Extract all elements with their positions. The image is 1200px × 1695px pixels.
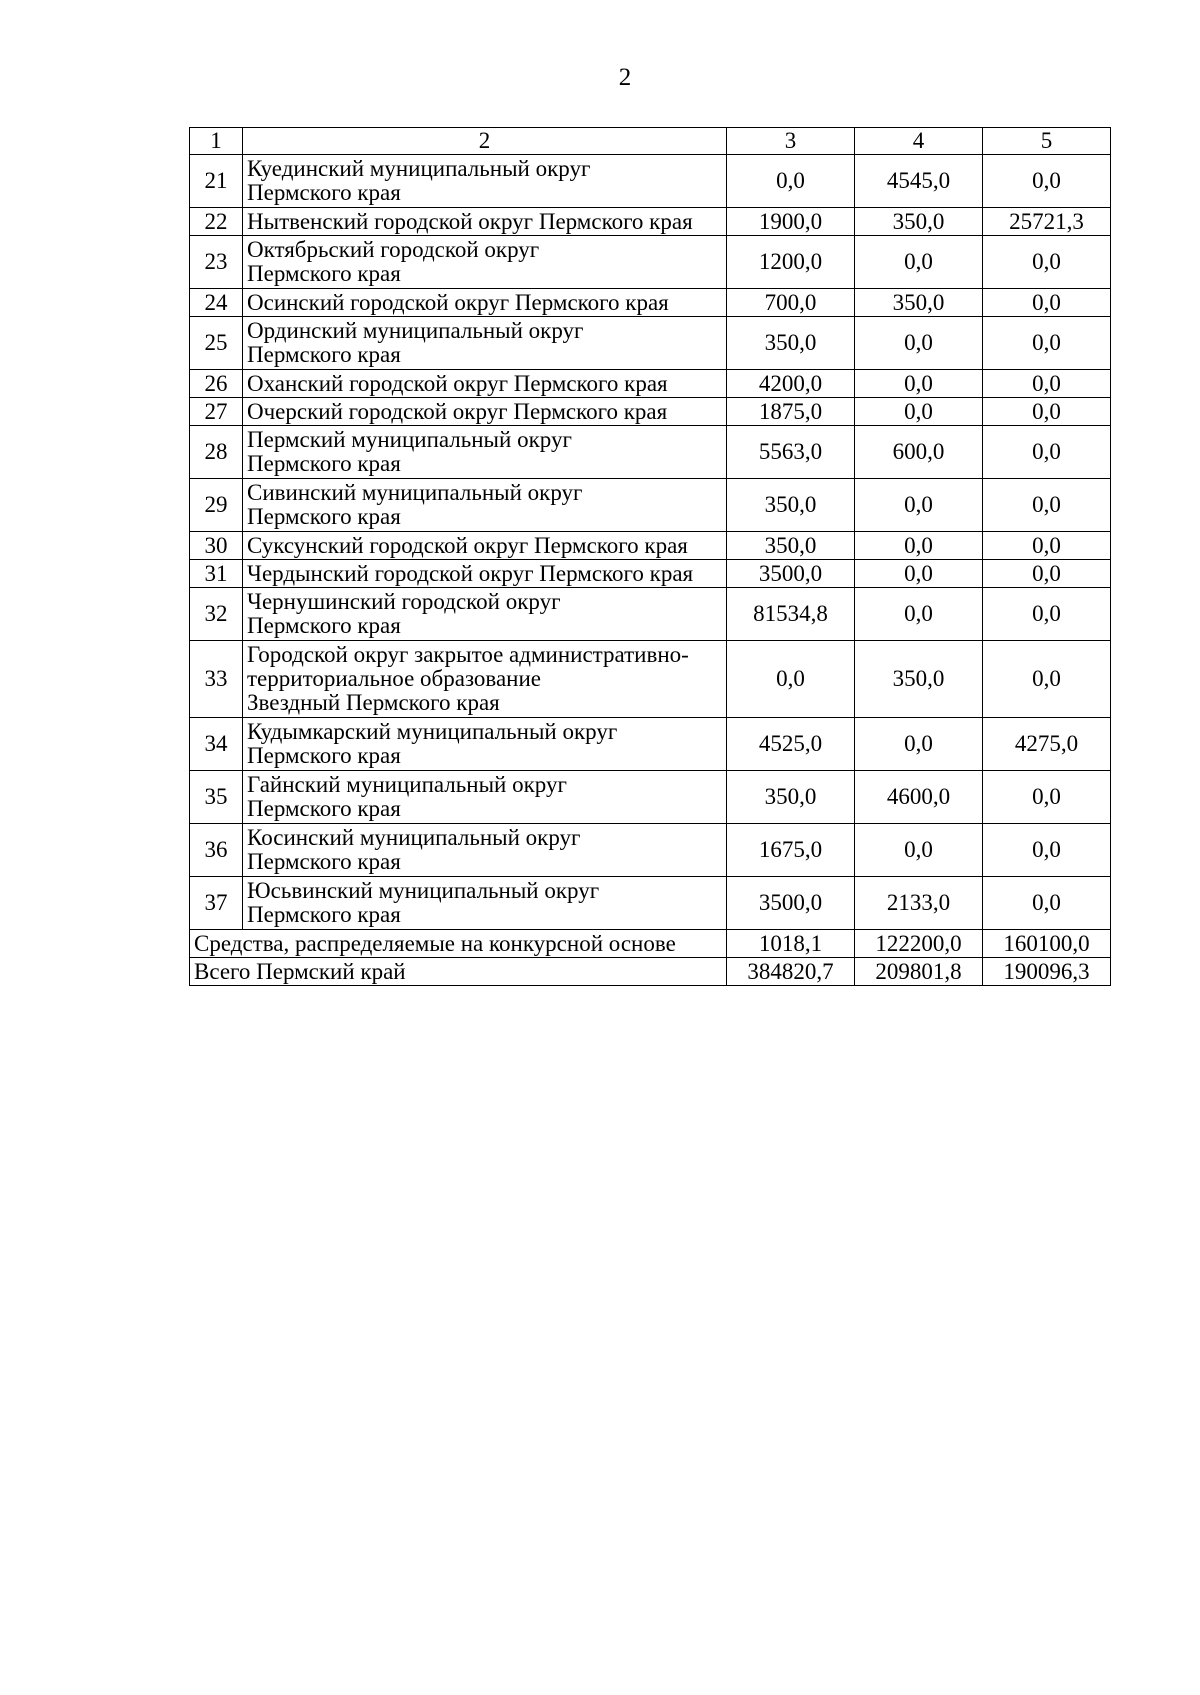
municipality-name (243, 317, 727, 370)
total-value-c4: 209801,8 (855, 958, 983, 986)
municipality-name-line: Ординский муниципальный округ (247, 318, 584, 343)
municipality-name (243, 532, 727, 560)
value-cell-c4: 0,0 (855, 317, 983, 370)
value-cell-c4: 350,0 (855, 208, 983, 236)
table-row (190, 877, 1111, 930)
municipality-name-line: Куединский муниципальный округ (247, 156, 591, 181)
value-cell-c5: 0,0 (983, 532, 1111, 560)
value-cell-c5: 0,0 (983, 641, 1111, 718)
value-cell-c4: 0,0 (855, 479, 983, 532)
value-cell-c3: 0,0 (727, 641, 855, 718)
municipality-name (243, 370, 727, 398)
value-cell-c5: 0,0 (983, 155, 1111, 208)
municipality-name (243, 208, 727, 236)
row-number: 36 (190, 824, 243, 877)
municipality-name (243, 560, 727, 588)
value-cell-c5: 0,0 (983, 317, 1111, 370)
value-cell-c3: 350,0 (727, 771, 855, 824)
municipality-name (243, 398, 727, 426)
value-cell-c4: 600,0 (855, 426, 983, 479)
value-cell-c4: 4545,0 (855, 155, 983, 208)
value-cell-c3: 5563,0 (727, 426, 855, 479)
municipality-name (243, 641, 727, 718)
table-row (190, 370, 1111, 398)
municipality-name-line: Пермского края (247, 451, 401, 476)
budget-table (189, 127, 1111, 986)
municipality-name-line: Нытвенский городской округ Пермского края (247, 208, 693, 234)
header-cell: 5 (983, 128, 1111, 155)
total-value-c3: 1018,1 (727, 930, 855, 958)
total-row (190, 958, 1111, 986)
value-cell-c4: 0,0 (855, 824, 983, 877)
municipality-name-line: Чердынский городской округ Пермского края (247, 560, 694, 586)
value-cell-c5: 0,0 (983, 824, 1111, 877)
table-row (190, 560, 1111, 588)
table-body (190, 128, 1111, 986)
value-cell-c4: 0,0 (855, 236, 983, 289)
municipality-name (243, 824, 727, 877)
table-row (190, 641, 1111, 718)
municipality-name-line: Пермского края (247, 180, 401, 205)
value-cell-c5: 0,0 (983, 370, 1111, 398)
value-cell-c3: 4200,0 (727, 370, 855, 398)
row-number: 26 (190, 370, 243, 398)
municipality-name (243, 155, 727, 208)
value-cell-c5: 0,0 (983, 588, 1111, 641)
municipality-name-line: Пермского края (247, 261, 401, 286)
row-number: 33 (190, 641, 243, 718)
value-cell-c5: 0,0 (983, 771, 1111, 824)
municipality-name-line: Пермского края (247, 796, 401, 821)
value-cell-c4: 4600,0 (855, 771, 983, 824)
value-cell-c3: 350,0 (727, 532, 855, 560)
municipality-name-line: Пермский муниципальный округ (247, 427, 572, 452)
value-cell-c5: 0,0 (983, 398, 1111, 426)
total-row (190, 930, 1111, 958)
value-cell-c5: 0,0 (983, 236, 1111, 289)
table-row (190, 532, 1111, 560)
municipality-name-line: Оханский городской округ Пермского края (247, 370, 668, 396)
municipality-name (243, 236, 727, 289)
municipality-name-line: Косинский муниципальный округ (247, 825, 581, 850)
value-cell-c4: 2133,0 (855, 877, 983, 930)
row-number: 29 (190, 479, 243, 532)
value-cell-c3: 1900,0 (727, 208, 855, 236)
value-cell-c3: 1200,0 (727, 236, 855, 289)
value-cell-c3: 81534,8 (727, 588, 855, 641)
table-row (190, 155, 1111, 208)
value-cell-c3: 350,0 (727, 479, 855, 532)
row-number: 27 (190, 398, 243, 426)
row-number: 35 (190, 771, 243, 824)
municipality-name-line: Чернушинский городской округ (247, 589, 561, 614)
value-cell-c5: 0,0 (983, 426, 1111, 479)
municipality-name-line: Гайнский муниципальный округ (247, 772, 567, 797)
table-row (190, 824, 1111, 877)
value-cell-c4: 0,0 (855, 370, 983, 398)
row-number: 24 (190, 289, 243, 317)
value-cell-c3: 350,0 (727, 317, 855, 370)
municipality-name-line: Пермского края (247, 849, 401, 874)
value-cell-c5: 0,0 (983, 877, 1111, 930)
value-cell-c3: 1675,0 (727, 824, 855, 877)
municipality-name-line: Пермского края (247, 504, 401, 529)
municipality-name (243, 426, 727, 479)
table-row (190, 426, 1111, 479)
total-value-c5: 190096,3 (983, 958, 1111, 986)
header-cell: 2 (243, 128, 727, 155)
value-cell-c4: 0,0 (855, 398, 983, 426)
total-value-c4: 122200,0 (855, 930, 983, 958)
row-number: 25 (190, 317, 243, 370)
municipality-name-line: Сивинский муниципальный округ (247, 480, 583, 505)
total-label: Средства, распределяемые на конкурсной основе (190, 930, 727, 958)
value-cell-c3: 3500,0 (727, 560, 855, 588)
municipality-name-line: Звездный Пермского края (247, 690, 500, 715)
row-number: 23 (190, 236, 243, 289)
municipality-name-line: Октябрьский городской округ (247, 237, 540, 262)
value-cell-c5: 4275,0 (983, 718, 1111, 771)
value-cell-c3: 4525,0 (727, 718, 855, 771)
table-row (190, 588, 1111, 641)
municipality-name-line: Пермского края (247, 342, 401, 367)
municipality-name (243, 479, 727, 532)
municipality-name-line: Юсьвинский муниципальный округ (247, 878, 600, 903)
value-cell-c5: 0,0 (983, 479, 1111, 532)
row-number: 31 (190, 560, 243, 588)
value-cell-c3: 0,0 (727, 155, 855, 208)
value-cell-c5: 0,0 (983, 560, 1111, 588)
row-number: 28 (190, 426, 243, 479)
table-row (190, 718, 1111, 771)
municipality-name-line: Суксунский городской округ Пермского края (247, 532, 688, 558)
row-number: 37 (190, 877, 243, 930)
municipality-name (243, 289, 727, 317)
total-label: Всего Пермский край (190, 958, 727, 986)
value-cell-c4: 350,0 (855, 289, 983, 317)
header-cell: 1 (190, 128, 243, 155)
table-row (190, 479, 1111, 532)
value-cell-c4: 0,0 (855, 588, 983, 641)
header-row (190, 128, 1111, 155)
row-number: 22 (190, 208, 243, 236)
municipality-name (243, 877, 727, 930)
row-number: 32 (190, 588, 243, 641)
value-cell-c3: 1875,0 (727, 398, 855, 426)
row-number: 30 (190, 532, 243, 560)
row-number: 34 (190, 718, 243, 771)
table-row (190, 236, 1111, 289)
municipality-name-line: Кудымкарский муниципальный округ (247, 719, 618, 744)
table-row (190, 317, 1111, 370)
value-cell-c5: 0,0 (983, 289, 1111, 317)
municipality-name (243, 588, 727, 641)
municipality-name-line: Осинский городской округ Пермского края (247, 289, 669, 315)
municipality-name-line: территориальное образование (247, 666, 542, 691)
header-cell: 3 (727, 128, 855, 155)
municipality-name-line: Пермского края (247, 743, 401, 768)
value-cell-c4: 0,0 (855, 718, 983, 771)
row-number: 21 (190, 155, 243, 208)
value-cell-c3: 3500,0 (727, 877, 855, 930)
table-row (190, 289, 1111, 317)
value-cell-c4: 350,0 (855, 641, 983, 718)
page-number: 2 (618, 64, 632, 91)
header-cell: 4 (855, 128, 983, 155)
table-row (190, 771, 1111, 824)
table-row (190, 398, 1111, 426)
total-value-c3: 384820,7 (727, 958, 855, 986)
municipality-name (243, 718, 727, 771)
municipality-name-line: Очерский городской округ Пермского края (247, 398, 668, 424)
value-cell-c4: 0,0 (855, 532, 983, 560)
municipality-name-line: Пермского края (247, 613, 401, 638)
value-cell-c4: 0,0 (855, 560, 983, 588)
total-value-c5: 160100,0 (983, 930, 1111, 958)
municipality-name-line: Пермского края (247, 902, 401, 927)
municipality-name (243, 771, 727, 824)
value-cell-c5: 25721,3 (983, 208, 1111, 236)
table-row (190, 208, 1111, 236)
municipality-name-line: Городской округ закрытое административно- (247, 642, 689, 667)
value-cell-c3: 700,0 (727, 289, 855, 317)
